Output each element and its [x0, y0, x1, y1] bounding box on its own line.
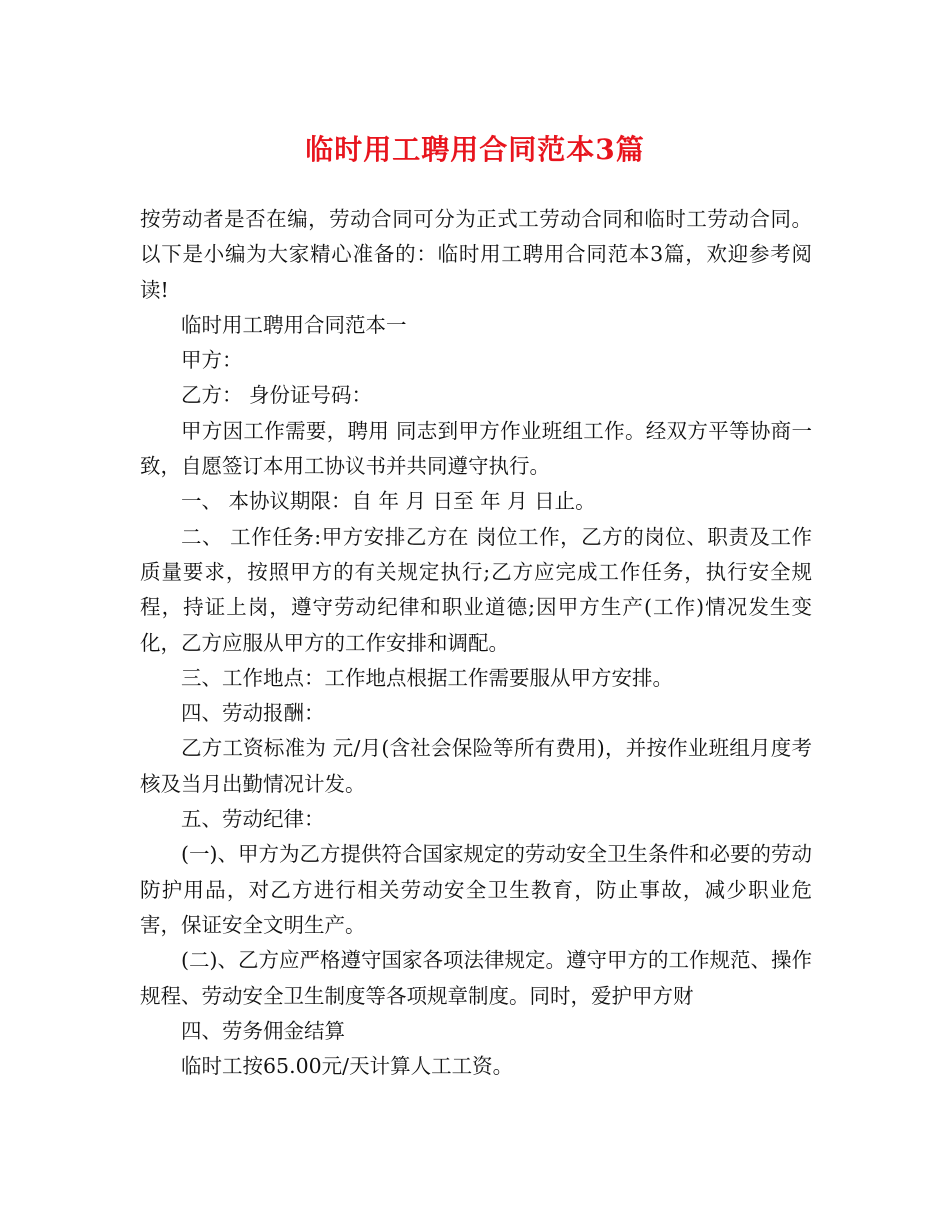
- intro-paragraph: 按劳动者是否在编，劳动合同可分为正式工劳动合同和临时工劳动合同。以下是小编为大家精心准备的：临时用工聘用合同范本3篇，欢迎参考阅读!: [140, 207, 812, 302]
- employment-paragraph: 甲方因工作需要，聘用 同志到甲方作业班组工作。经双方平等协商一致，自愿签订本用工协议书并共同遵守执行。: [140, 418, 812, 479]
- party-a-line: 甲方：: [181, 348, 243, 373]
- clause-remuneration-heading: 四、劳动报酬：: [181, 701, 325, 726]
- document-title: 临时用工聘用合同范本3篇: [305, 133, 645, 166]
- clause-settlement-body: 临时工按65.00元/天计算人工工资。: [181, 1054, 514, 1079]
- clause-settlement-heading: 四、劳务佣金结算: [181, 1018, 345, 1043]
- section-heading-sample-one: 临时用工聘用合同范本一: [181, 312, 407, 337]
- clause-tasks: 二、 工作任务:甲方安排乙方在 岗位工作，乙方的岗位、职责及工作质量要求，按照甲方的有关规定执行;乙方应完成工作任务，执行安全规程，持证上岗，遵守劳动纪律和职业道德;因甲方生产(工作)情况发生变化，乙方应服从甲方的工作安排和调配。: [140, 524, 812, 655]
- clause-location: 三、工作地点：工作地点根据工作需要服从甲方安排。: [181, 665, 673, 690]
- document-body: [140, 202, 812, 1084]
- party-b-line: 乙方： 身份证号码：: [181, 383, 373, 408]
- clause-discipline-item-2: (二)、乙方应严格遵守国家各项法律规定。遵守甲方的工作规范、操作规程、劳动安全卫生制度等各项规章制度。同时，爱护甲方财: [140, 948, 812, 1008]
- clause-term: 一、 本协议期限：自 年 月 日至 年 月 日止。: [181, 489, 596, 514]
- clause-discipline-item-1: (一)、甲方为乙方提供符合国家规定的劳动安全卫生条件和必要的劳动防护用品，对乙方进行相关劳动安全卫生教育，防止事故，减少职业危害，保证安全文明生产。: [140, 842, 812, 937]
- clause-discipline-heading: 五、劳动纪律：: [181, 807, 325, 832]
- clause-remuneration-body: 乙方工资标准为 元/月(含社会保险等所有费用)，并按作业班组月度考核及当月出勤情况计发。: [140, 736, 812, 796]
